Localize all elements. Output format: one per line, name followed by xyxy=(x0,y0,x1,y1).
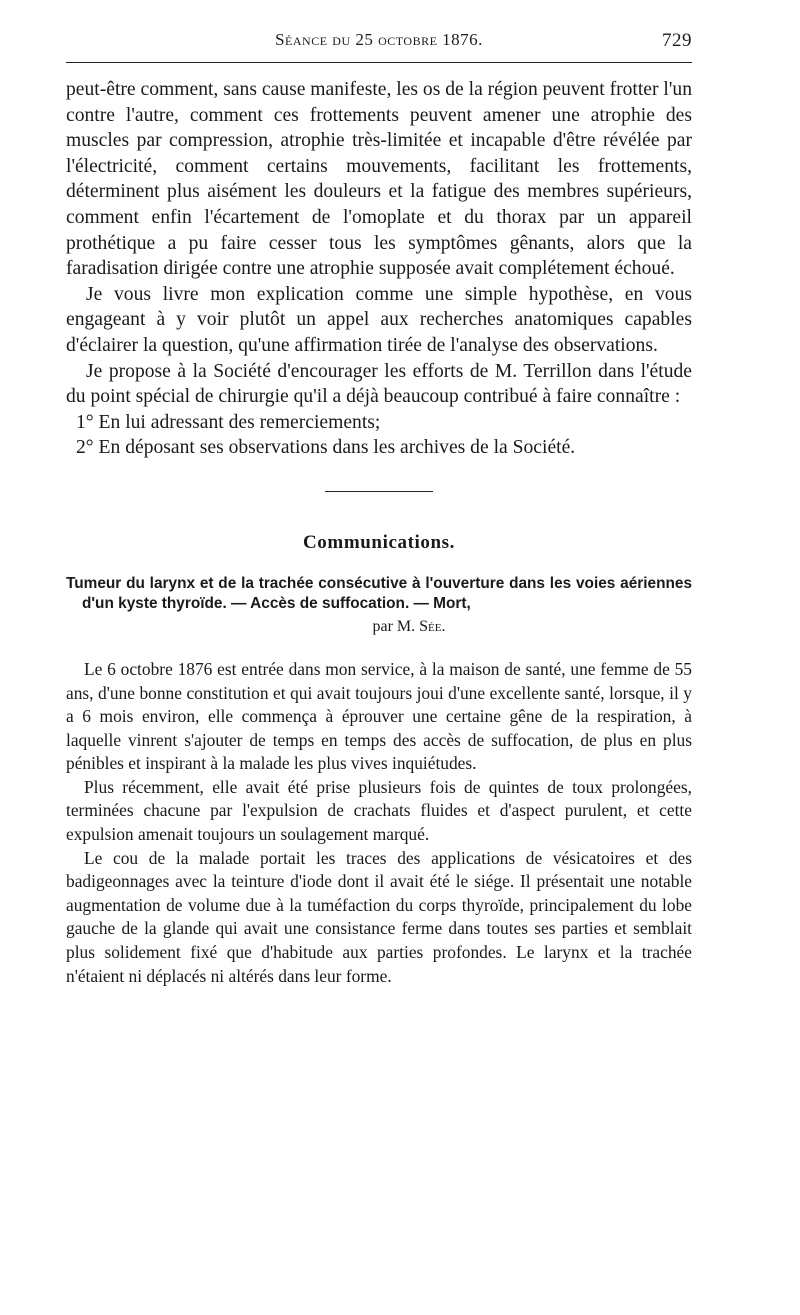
byline-prefix: par M. xyxy=(372,617,416,635)
article-byline xyxy=(126,618,692,636)
paragraph: Le cou de la malade portait les traces des applications de vésicatoires et des badigeonnages avec la teinture d'iode dont il avait été le siége. Il présentait une notable augmentation de volume due à la tuméfaction du corps thyroïde, principalement du lobe gauche de la glande qui avait une consistance ferme dans toutes ses parties et semblait plus solidement fixé que d'habitude aux parties profondes. Le larynx et la trachée n'étaient ni déplacés ni altérés dans leur forme. xyxy=(66,847,692,986)
page-number: 729 xyxy=(662,30,692,51)
running-head-prefix: Séance du xyxy=(275,30,351,49)
section-heading: Communications. xyxy=(302,531,456,553)
paragraph: Je propose à la Société d'encourager les efforts de M. Terrillon dans l'étude du point spécial de chirurgie qu'il a déjà beaucoup contribué à faire connaître : xyxy=(66,360,692,408)
running-head-year: 1876. xyxy=(442,30,483,49)
paragraph: Le 6 octobre 1876 est entrée dans mon service, à la maison de santé, une femme de 55 ans, d'une bonne constitution et qui avait toujours joui d'une excellente santé, lorsque, il y a 6 mois environ, elle commença à éprouver une certaine gêne de la respiration, à laquelle vinrent s'ajouter de temps en temps des accès de suffocation, de plus en plus pénibles et inspirant à la malade les plus vives inquiétudes. xyxy=(66,658,692,774)
article-body xyxy=(66,658,692,988)
list-item: 2° En déposant ses observations dans les archives de la Société. xyxy=(76,437,576,459)
paragraph: peut-être comment, sans cause manifeste, les os de la région peuvent frotter l'un contre l'autre, comment ces frottements peuvent amener une atrophie des muscles par compression, atrophie très-limitée et incapable d'être révélée par l'électricité, comment certains mouvements, facilitant les frottements, déterminent plus aisément les douleurs et la fatigue des membres supérieurs, comment enfin l'écartement de l'omoplate et du thorax par un appareil prothétique a pu faire cesser tous les symptômes gênants, alors que la faradisation dirigée contre une atrophie supposée avait complétement échoué. xyxy=(66,79,692,280)
journal-page xyxy=(66,30,692,988)
header-rule xyxy=(66,62,692,63)
paragraph: Je vous livre mon explication comme une simple hypothèse, en vous engageant à y voir plutôt un appel aux recherches anatomiques capables d'éclairer la question, qu'une affirmation tirée de l'analyse des observations. xyxy=(66,283,692,356)
section-divider xyxy=(325,491,433,492)
running-head xyxy=(66,30,692,54)
running-head-title xyxy=(66,30,692,50)
running-head-month: octobre xyxy=(378,30,438,49)
upper-text xyxy=(66,77,692,461)
byline-author: Sée. xyxy=(419,617,446,635)
list-item: 1° En lui adressant des remerciements; xyxy=(76,411,381,433)
article-title: Tumeur du larynx et de la trachée consécutive à l'ouverture dans les voies aériennes d'un kyste thyroïde. — Accès de suffocation. — Mort, xyxy=(66,574,692,612)
paragraph: Plus récemment, elle avait été prise plusieurs fois de quintes de toux prolongées, terminées chacune par l'expulsion de crachats fluides et d'aspect purulent, et cette expulsion amenait toujours un soulagement marqué. xyxy=(66,776,692,845)
running-head-day: 25 xyxy=(355,30,374,49)
